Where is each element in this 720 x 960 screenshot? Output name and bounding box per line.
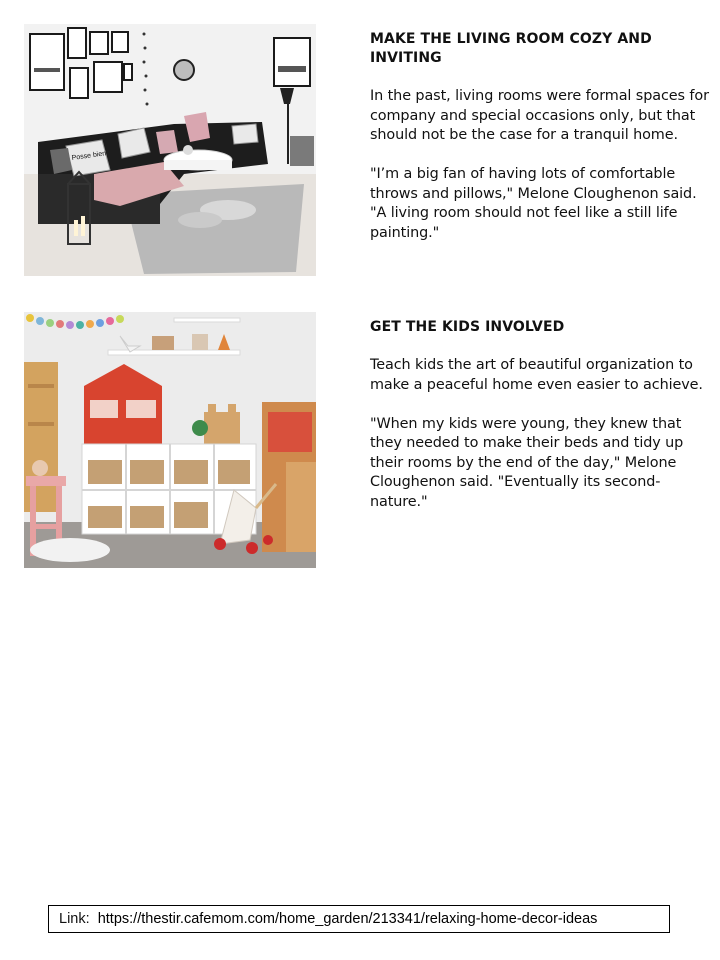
section-heading: MAKE THE LIVING ROOM COZY AND INVITING — [370, 31, 652, 66]
section-quote: "When my kids were young, they knew that they needed to make their beds and tidy up their rooms by the end of the day," Melone Cloughenon said. "Eventually its second-nature." — [370, 415, 684, 510]
section-paragraph: In the past, living rooms were formal spaces for company and special occasions only, but that should not be the case for a tranquil home. — [370, 88, 709, 143]
section-living-room — [370, 30, 710, 243]
section-heading: GET THE KIDS INVOLVED — [370, 319, 565, 335]
section-kids — [370, 318, 710, 512]
source-link[interactable]: https://thestir.cafemom.com/home_garden/213341/relaxing-home-decor-ideas — [97, 911, 598, 927]
section-quote: "I’m a big fan of having lots of comfortable throws and pillows," Melone Cloughenon said. "A living room should not feel like a still life painting." — [370, 166, 697, 241]
section-paragraph: Teach kids the art of beautiful organization to make a peaceful home even easier to achieve. — [370, 357, 703, 393]
pillow-text: Posse bien — [71, 150, 107, 162]
living-room-photo — [24, 24, 316, 276]
source-link-box — [48, 905, 670, 933]
link-label: Link: — [59, 911, 90, 927]
kids-room-photo — [24, 312, 316, 568]
